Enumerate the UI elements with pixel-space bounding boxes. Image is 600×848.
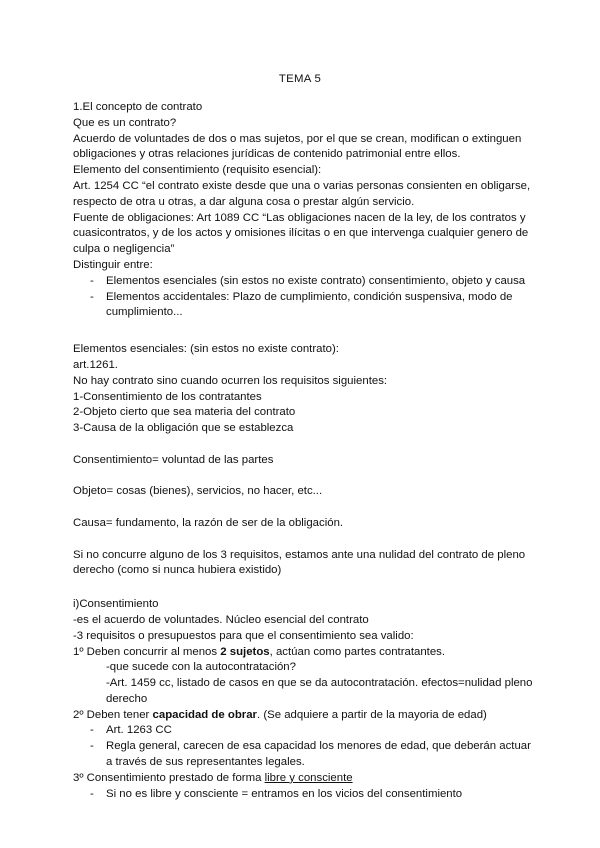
requirement-item: 2-Objeto cierto que sea materia del contrato — [73, 406, 296, 419]
sub-item-continuation: derecho — [106, 692, 148, 705]
bold-term: capacidad de obrar — [152, 708, 257, 721]
list-item-continuation: cumplimiento... — [106, 306, 183, 319]
list-item — [73, 723, 543, 739]
paragraph-line: culpa o negligencia” — [73, 243, 175, 256]
paragraph-line: Art. 1254 CC “el contrato existe desde que una o varias personas consienten en obligarse, — [73, 179, 531, 192]
list-item-text: Art. 1263 CC — [106, 724, 172, 737]
section-heading: Elementos esenciales: (sin estos no existe contrato): — [73, 343, 339, 356]
list-item-continuation: a través de sus representantes legales. — [106, 756, 305, 769]
list-item-text: Elementos accidentales: Plazo de cumplimiento, condición suspensiva, modo de — [106, 290, 513, 303]
paragraph-line: Distinguir entre: — [73, 258, 153, 271]
sub-item: -Art. 1459 cc, listado de casos en que se da autocontratación. efectos=nulidad pleno — [106, 677, 533, 690]
list-item — [73, 739, 543, 755]
bullet-dash: - — [90, 787, 94, 800]
definition-line: Objeto= cosas (bienes), servicios, no hacer, etc... — [73, 485, 323, 498]
requirement-line: 1º Deben concurrir al menos 2 sujetos, actúan como partes contratantes. — [73, 645, 446, 658]
list-item-text: Elementos esenciales (sin estos no existe contrato) consentimiento, objeto y causa — [106, 274, 526, 287]
definition-line: Consentimiento= voluntad de las partes — [73, 453, 274, 466]
bold-term: 2 sujetos — [220, 645, 270, 658]
paragraph-line: Si no concurre alguno de los 3 requisitos, estamos ante una nulidad del contrato de pleno — [73, 548, 526, 561]
paragraph-line: respecto de otra u otras, a dar alguna cosa o prestar algún servicio. — [73, 195, 415, 208]
paragraph-line: art.1261. — [73, 358, 118, 371]
paragraph-line: Fuente de obligaciones: Art 1089 CC “Las obligaciones nacen de la ley, de los contratos y — [73, 211, 526, 224]
requirement-item: 3-Causa de la obligación que se establezca — [73, 422, 294, 435]
page-title: TEMA 5 — [278, 73, 322, 85]
list-item-text: Regla general, carecen de esa capacidad los menores de edad, que deberán actuar — [106, 740, 531, 753]
requirement-item: 1-Consentimiento de los contratantes — [73, 390, 262, 403]
paragraph-line: Elemento del consentimiento (requisito esencial): — [73, 164, 322, 177]
underlined-term: libre y consciente — [264, 771, 353, 784]
requirement-line: 2º Deben tener capacidad de obrar. (Se adquiere a partir de la mayoria de edad) — [73, 708, 487, 721]
bullet-dash: - — [90, 740, 94, 753]
bullet-dash: - — [90, 274, 94, 287]
list-item — [73, 290, 543, 306]
list-item — [73, 787, 543, 803]
requirement-line: 3º Consentimiento prestado de forma libre y consciente — [73, 771, 353, 784]
definition-line: Causa= fundamento, la razón de ser de la obligación. — [73, 516, 344, 529]
paragraph-line: Que es un contrato? — [73, 116, 177, 129]
sub-item: -que sucede con la autocontratación? — [106, 661, 296, 674]
paragraph-line: cuasicontratos, y de los actos y omisiones ilícitas o en que intervenga cualquier genero de — [73, 227, 529, 240]
section-heading: 1.El concepto de contrato — [73, 101, 203, 113]
list-item-text: Si no es libre y consciente = entramos en los vicios del consentimiento — [106, 787, 463, 800]
paragraph-line: derecho (como si nunca hubiera existido) — [73, 564, 282, 577]
bullet-dash: - — [90, 724, 94, 737]
paragraph-line: No hay contrato sino cuando ocurren los requisitos siguientes: — [73, 374, 388, 387]
paragraph-line: -es el acuerdo de voluntades. Núcleo esencial del contrato — [73, 613, 369, 626]
paragraph-line: Acuerdo de voluntades de dos o mas sujetos, por el que se crean, modifican o extinguen — [73, 132, 522, 145]
list-item — [73, 274, 543, 290]
section-heading: i)Consentimiento — [73, 598, 159, 611]
document-body — [73, 100, 543, 802]
paragraph-line: obligaciones y otras relaciones jurídicas de contenido patrimonial entre ellos. — [73, 148, 461, 161]
bullet-dash: - — [90, 290, 94, 303]
paragraph-line: -3 requisitos o presupuestos para que el consentimiento sea valido: — [73, 629, 414, 642]
